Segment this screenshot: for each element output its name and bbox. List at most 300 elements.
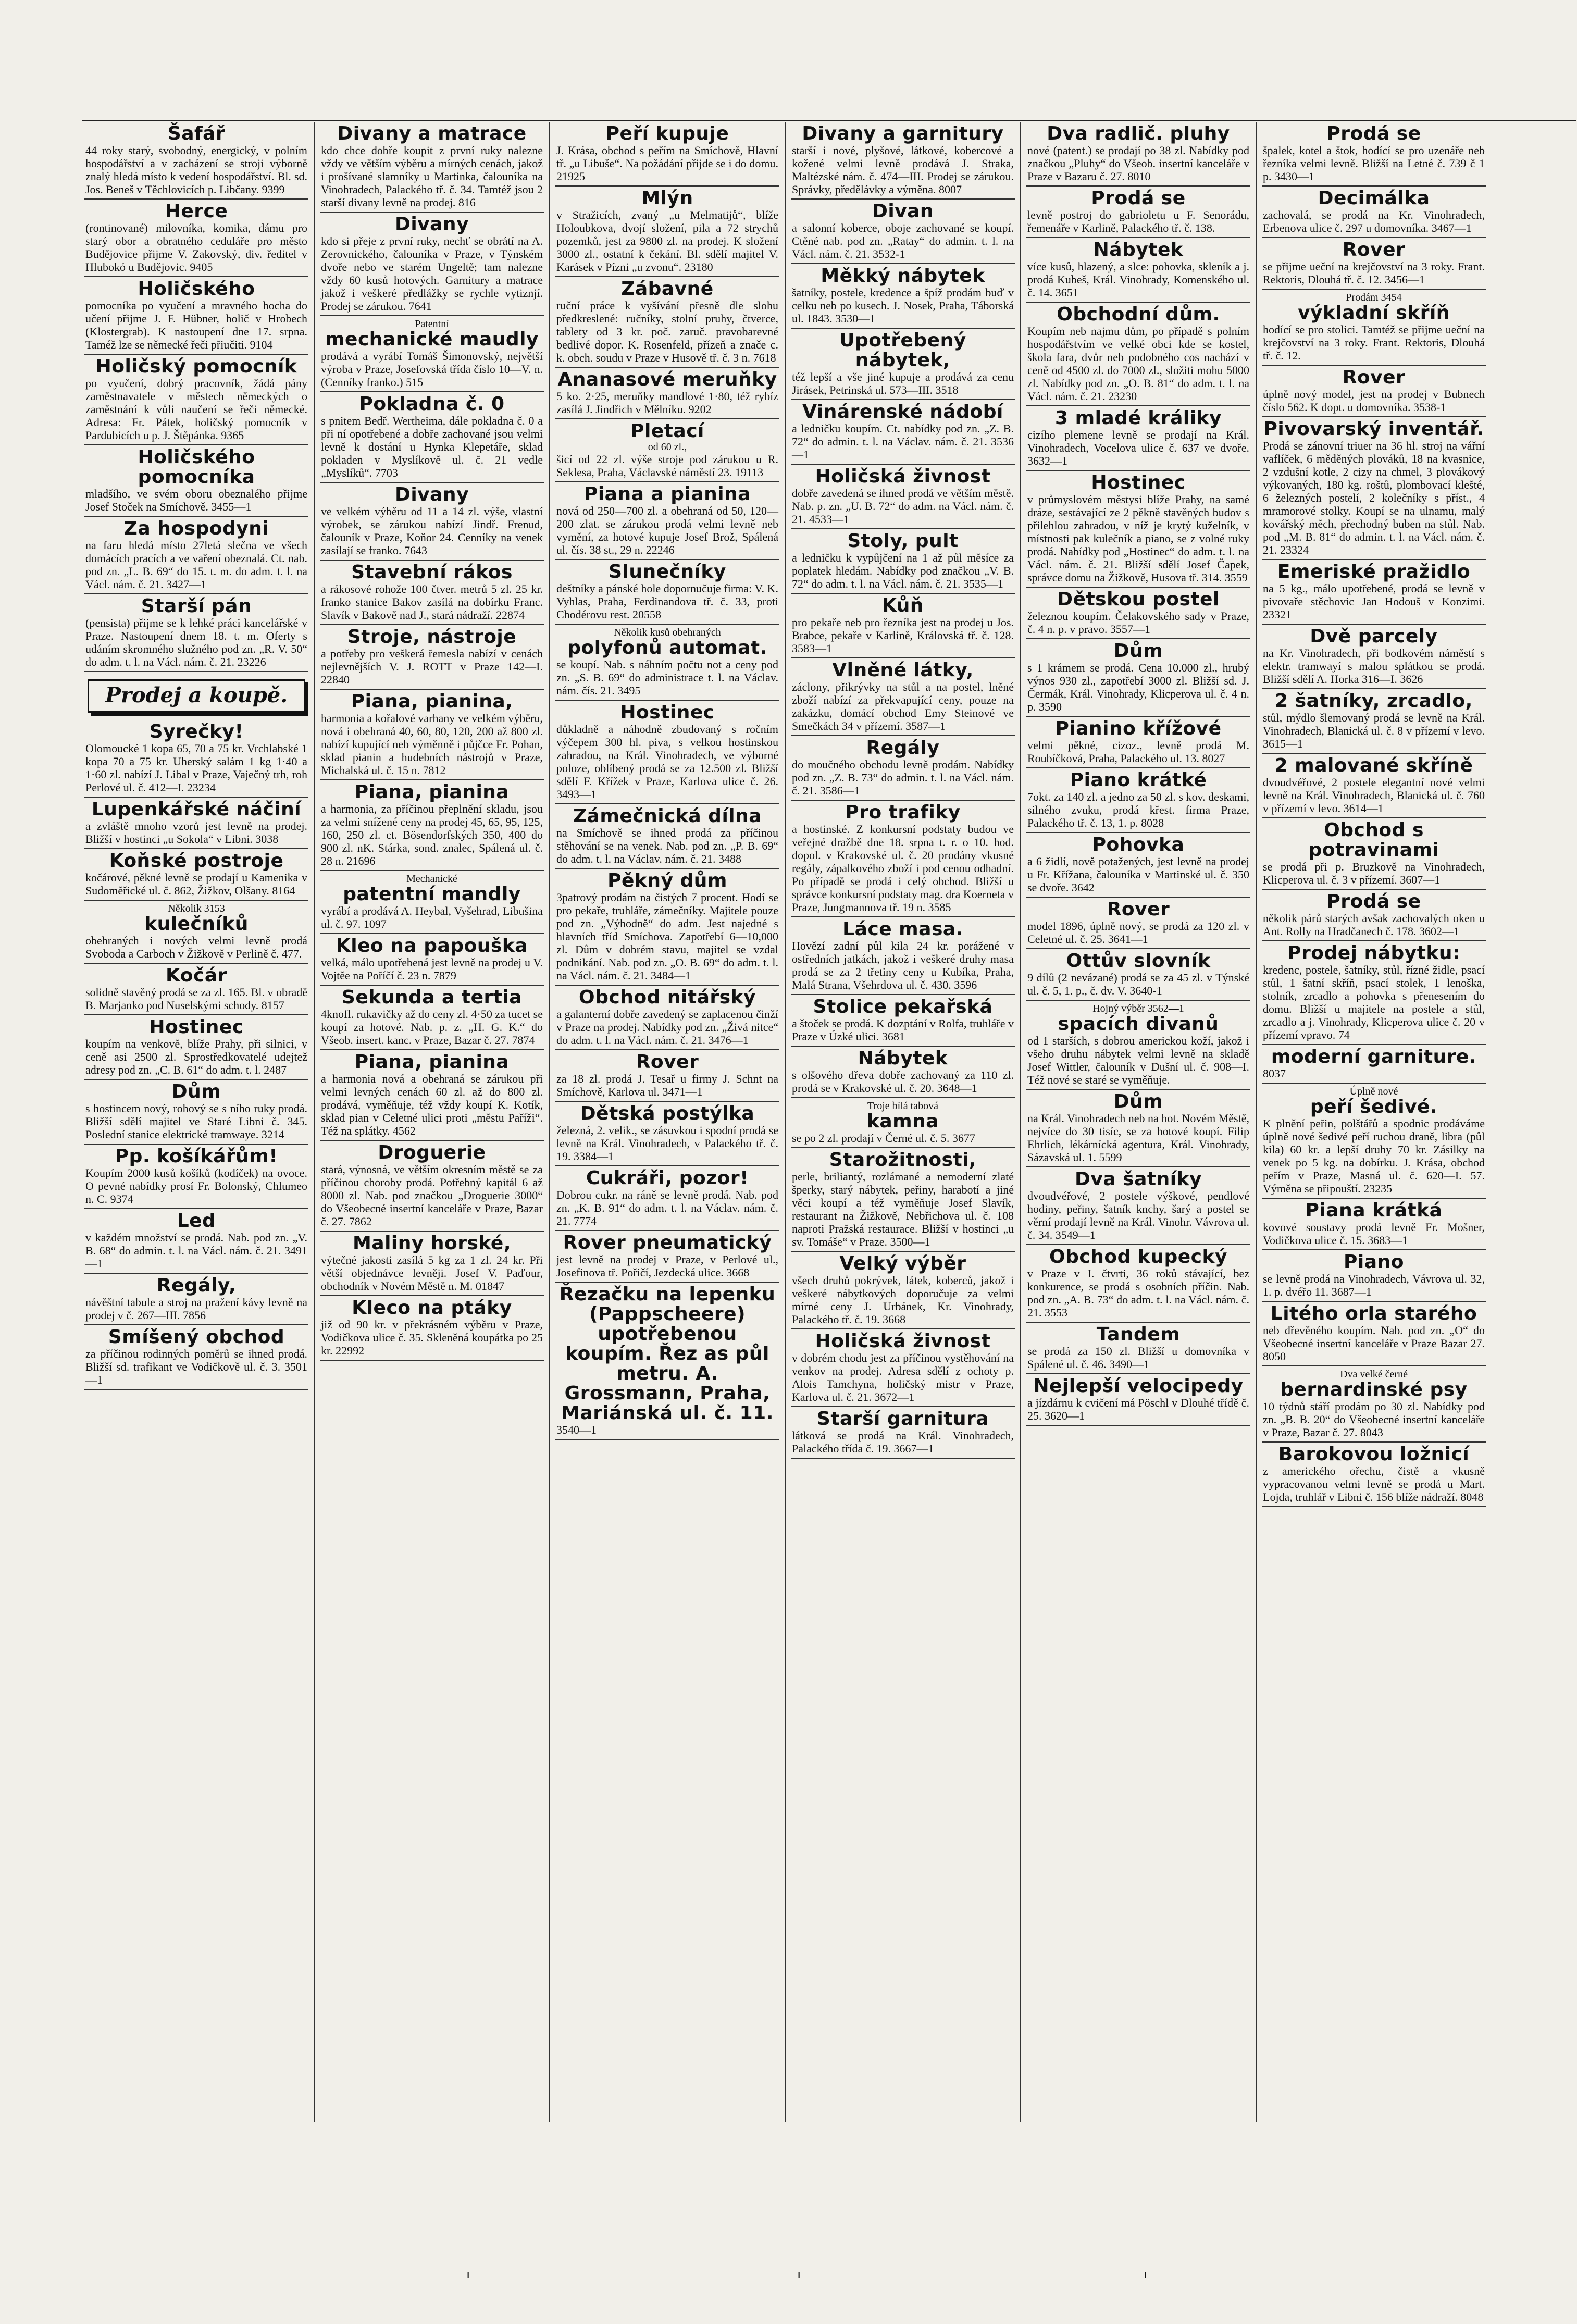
ad-body: a ledničku koupím. Ct. nabídky pod zn. „Z. B. 72“ do admin. t. l. na Václav. nám. č. 21. 3536—1: [792, 422, 1014, 461]
ad-heading: Piana, pianina: [354, 1051, 510, 1073]
classified-ad: [791, 264, 1015, 329]
classified-ad: [791, 400, 1015, 465]
ad-body: kovové soustavy prodá levně Fr. Mošner, Vodičkova ulice č. 15. 3683—1: [1263, 1221, 1485, 1247]
classified-ad: [1262, 625, 1486, 689]
ad-heading: Rover: [1342, 239, 1406, 260]
classified-ad: [320, 316, 544, 392]
classified-ad: [1262, 1084, 1486, 1199]
classified-ad: [791, 529, 1015, 594]
ad-body: Hovězí zadní půl kila 24 kr. porážené v ostředních jatkách, jakož i veškeré druhy masa prodá se za 2 třetiny ceny u Kubíka, Praha, Malá Strana, Všehrdova ul. č. 430. 3596: [792, 939, 1014, 991]
classified-ad: [555, 1050, 779, 1102]
ad-body: železná, 2. velik., se zásuvkou i spodní prodá se levně na Král. Vinohradech, v Palackého tř. č. 19. 3384—1: [556, 1124, 778, 1163]
ad-body: (pensista) přijme se k lehké práci kancelářské v Praze. Nastoupení dnem 18. t. m. Oferty s udáním skromného služného pod zn. „R. V. 50“ do adm. t. l. na Václ. nám. č. 21. 23226: [85, 616, 307, 668]
ad-preheading: Prodám 3454: [1346, 292, 1402, 303]
ad-heading: Peří kupuje: [605, 123, 729, 144]
classified-ad: [791, 1329, 1015, 1407]
ad-heading: Piana, pianina,: [351, 691, 513, 712]
classified-ad: [1262, 941, 1486, 1045]
classified-ad: [1262, 122, 1486, 187]
column-divider: [314, 122, 315, 2122]
ad-body: dvoudvéřové, 2 postele elegantní nové velmi levně na Král. Vinohradech, Blanická ul. č. 760 v přízemí v levo. 3614—1: [1263, 776, 1485, 815]
ad-heading: Prodá se: [1326, 123, 1421, 144]
ad-heading: Upotřebený nábytek,: [839, 330, 966, 371]
ad-body: důkladně a náhodně zbudovaný s ročním výčepem 300 hl. piva, s velkou hostinskou zahradou, na Král. Vinohradech, ve výborné poloze, oblíbený prodá se za 12.500 zl. Bližší sdělí F. Křížek v Praze, Karlova ulice č. 26. 3493—1: [556, 723, 778, 801]
ad-heading: Droguerie: [378, 1142, 486, 1163]
ad-body: zachovalá, se prodá na Kr. Vinohradech, Erbenova ulice č. 297 u domovníka. 3467—1: [1263, 208, 1485, 234]
classified-ad: [555, 1166, 779, 1231]
newspaper-page: [82, 120, 1576, 2204]
ad-body: na 5 kg., málo upotřebené, prodá se levně v pivovaře stěchovic Jan Hodouš v Konzimi. 23321: [1263, 582, 1485, 621]
ad-body: deštníky a pánské hole dopornučuje firma: V. K. Vyhlas, Praha, Ferdinandova tř. č. 33, proti Chodérovu rest. 20558: [556, 582, 778, 621]
ad-heading: Piano: [1344, 1251, 1404, 1273]
classified-ad: [1262, 1250, 1486, 1302]
ad-heading: Divany: [394, 484, 469, 505]
ad-body: se po 2 zl. prodají v Černé ul. č. 5. 3677: [792, 1132, 975, 1145]
column-4: [791, 122, 1015, 1459]
margin-mark: ı: [797, 2266, 801, 2281]
ad-body: se koupí. Nab. s náhním počtu not a ceny pod zn. „S. B. 69“ do administrace t. l. na Václav. nám. čís. 21. 3495: [556, 658, 778, 697]
classified-ad: [320, 213, 544, 316]
ad-body: pomocníka po vyučení a mravného hocha do učení přijme J. F. Hübner, holič v Hrobech (Klostergrab). K nastoupení dne 17. srpna. Taméž lze se německé řeči přiučiti. 9104: [85, 299, 307, 351]
classified-ad: [1262, 290, 1486, 366]
ad-body: na Král. Vinohradech neb na hot. Novém Městě, nejvíce do 30 tisíc, se za hotové koupí. Filip Ehrlich, lékárnícká agentura, Král. Vinohrady, Sázavská ul. 1. 5599: [1027, 1112, 1249, 1164]
ad-heading: Pro trafiky: [845, 802, 961, 823]
ad-heading: kulečníků: [144, 913, 249, 935]
ad-heading: Stroje, nástroje: [347, 626, 517, 648]
ad-heading: Kůň: [881, 595, 924, 616]
classified-ad: [320, 871, 544, 934]
ad-heading: Hostinec: [1091, 472, 1186, 493]
ad-heading: Dva šatníky: [1075, 1169, 1202, 1190]
ad-body: ruční práce k vyšívání přesně dle slohu předkreslené: ručníky, stolní pruhy, čtverce, tablety od 3 kr. poč. zaruč. pravobarevné bedlivé dopor. K. Rosenfeld, přízeň a znače c. k. obch. soudu v Praze v Husově tř. č. 3 n. 7618: [556, 299, 778, 364]
classified-ad: [1262, 1045, 1486, 1084]
classified-ad: [84, 277, 308, 355]
ad-heading: Cukráři, pozor!: [586, 1167, 749, 1189]
ad-body: návěštní tabule a stroj na pražení kávy levně na prodej v č. 267—III. 7856: [85, 1296, 307, 1322]
ad-body: a rákosové rohože 100 čtver. metrů 5 zl. 25 kr. franko stanice Bakov zasílá na dobírku Franc. Slavík v Bakově nad J., stará nádraží. 22874: [321, 582, 543, 622]
ad-body: nové (patent.) se prodají po 38 zl. Nabídky pod značkou „Pluhy“ do Všeob. insertní kanceláře v Praze v Bazaru č. 27. 8010: [1027, 144, 1249, 183]
classified-ad: [791, 1252, 1015, 1329]
classified-ad: [555, 986, 779, 1050]
ad-body: s hostincem nový, rohový se s ního ruky prodá. Bližší sdělí majitel ve Staré Libni č. 345. Poslední stanice elektrické tramwaye. 3214: [85, 1102, 307, 1141]
ad-body: ve velkém výběru od 11 a 14 zl. výše, vlastní výrobek, se zárukou nabízí Jindř. Frenud, čalouník v Praze, Koňor 24. Cenníky na venek zasílají se franko. 7643: [321, 505, 543, 557]
ad-heading: patentní mandly: [343, 884, 521, 905]
ad-body: s 1 krámem se prodá. Cena 10.000 zl., hrubý výnos 930 zl., zapotřebí 3000 zl. Bližší sd. J. Čermák, Král. Vinohrady, Klicperova ul. č. 4 n. p. 3590: [1027, 661, 1249, 713]
classified-ad: [320, 1141, 544, 1232]
ad-heading: Regály: [866, 737, 940, 759]
ad-heading: Měkký nábytek: [821, 265, 985, 287]
classified-ad: [555, 187, 779, 277]
ad-heading: Kleo na papouška: [336, 935, 528, 956]
ad-body: v průmyslovém městysi blíže Prahy, na samé dráze, sestávající ze 2 pěkně stavěných budov s přilehlou zahradou, v níž je krytý kuželník, v místnosti pak kulečník a piano, se z volné ruky prodá. Nabídky pod „Hostinec“ do adm. t. l. na Václ. nám. č. 21. Bližší sdělí Josef Čapek, správce domu na Žižkově, Husova tř. 314. 3559: [1027, 493, 1249, 584]
ad-body: Prodá se zánovní triuer na 36 hl. stroj na vářní vaflíček, 6 měděných plováků, 18 na kvasnice, 2 vzdušní kotle, 2 cizy na chmel, 3 plovákový výkovaných, 180 kg. roštů, plombovací klešté, 6 železných postelí, 2 kolečníky s příst., 4 mramorové stolky. Koupí se na ulnamu, malý kovářský měch, přechodný buben na stůl. Nab. pod „M. B. 81“ do admin. t. l. na Václ. nám. č. 21. 23324: [1263, 439, 1485, 556]
ad-heading: Velký výběr: [839, 1253, 966, 1274]
ad-heading: Decimálka: [1318, 188, 1430, 209]
classified-ad: [791, 1407, 1015, 1459]
classified-ad: [84, 720, 308, 798]
classified-ad: [791, 122, 1015, 200]
classified-ad: [555, 1283, 779, 1440]
ad-heading: Led: [177, 1210, 216, 1232]
ad-body: výtečné jakosti zasílá 5 kg za 1 zl. 24 kr. Při větší objednávce levněji. Josef V. Paďour, obchodník v Novém Městě n. M. 01847: [321, 1253, 543, 1293]
classified-ad: [1262, 689, 1486, 754]
ad-body: vyrábí a prodává A. Heybal, Vyšehrad, Libušina ul. č. 97. 1097: [321, 904, 543, 930]
classified-ad: [320, 1296, 544, 1361]
ad-body: prodává a vyrábí Tomáš Šimonovský, největší výroba v Praze, Josefovská třída číslo 10—V. n. (Cenníky franko.) 515: [321, 350, 543, 389]
classified-ad: [555, 482, 779, 560]
ad-heading: Ottův slovník: [1066, 950, 1211, 972]
classified-ad: [555, 1102, 779, 1166]
classified-ad: [555, 1231, 779, 1283]
classified-ad: [1262, 818, 1486, 890]
ad-body: neb dřevěného koupím. Nab. pod zn. „O“ do Všeobecné insertní kanceláře v Praze Bazar 27. 8050: [1263, 1324, 1485, 1363]
ad-heading: Tandem: [1096, 1324, 1181, 1345]
ad-preheading: Hojný výběr 3562—1: [1092, 1003, 1184, 1014]
column-divider: [785, 122, 786, 2122]
ad-body: již od 90 kr. v překrásném výběru v Praze, Vodičkova ulice č. 35. Skleněná koupátka po 25 kr. 22992: [321, 1318, 543, 1357]
ad-heading: Nejlepší velocipedy: [1033, 1375, 1244, 1397]
ad-heading: Koňské postroje: [109, 850, 284, 872]
ad-body: kdo chce dobře koupit z první ruky nalezne vždy ve větším výběru a mírných cenách, jakož i prošívané slamníky u Martinka, čalouníka na Vinohradech, Palackého tř. č. 34. Tamtéž jsou 2 starší divany levně na prodej. 816: [321, 144, 543, 209]
ad-body: též lepší a vše jiné kupuje a prodává za cenu Jirásek, Petrinská ul. 573—III. 3518: [792, 370, 1014, 396]
classified-ad: [555, 122, 779, 187]
ad-heading: Rover: [1342, 367, 1406, 388]
classified-ad: [555, 419, 779, 482]
margin-mark: ı: [1144, 2266, 1148, 2281]
ad-body: se přijme ueční na krejčovství na 3 roky. Frant. Rektoris, Dlouhá tř. č. 12. 3456—1: [1263, 260, 1485, 286]
classified-ad: [1262, 754, 1486, 818]
ad-heading: Ananasové meruňky: [557, 369, 777, 390]
classified-ad: [1262, 1366, 1486, 1443]
classified-ad: [791, 1098, 1015, 1148]
ad-body: 4knofl. rukavičky až do ceny zl. 4·50 za tucet se koupí za hotové. Nab. p. z. „H. G. K.“ do Všeob. insert. kanc. v Praze, Bazar č. 27. 7874: [321, 1008, 543, 1047]
ad-body: solidně stavěný prodá se za zl. 165. Bl. v obradě B. Marjanko pod Nuselskými schody. 8157: [85, 986, 307, 1012]
ad-heading: mechanické maudly: [325, 329, 539, 350]
ad-body: s pnitem Bedř. Wertheima, dále pokladna č. 0 a při ní opotřebené a dobře zachované jsou velmi levně k dostání u Hynka Klepetáře, sklad pokladen v Myslíkově ul. č. 21 vedle „Myslíků“. 7703: [321, 414, 543, 479]
ad-heading: kamna: [866, 1111, 939, 1132]
ad-heading: Litého orla starého: [1270, 1303, 1477, 1324]
classified-ad: [555, 869, 779, 986]
ad-body: a 6 židlí, nově potažených, jest levně na prodej u Fr. Křížana, čalouníka v Martinské ul. č. 350 se dvoře. 3642: [1027, 855, 1249, 894]
ad-heading: bernardinské psy: [1280, 1379, 1468, 1400]
ad-heading: Piana, pianina: [354, 781, 510, 803]
classified-ad: [84, 901, 308, 964]
ad-heading: Starší pán: [141, 595, 252, 617]
ad-heading: Smíšený obchod: [108, 1326, 285, 1348]
classified-ad: [84, 355, 308, 445]
ad-body: v Praze v I. čtvrti, 36 roků stávající, bez konkurence, se prodá s osobních příčin. Nab. pod zn. „A. B. 73“ do adm. t. l. na Václ. nám. č. 21. 3553: [1027, 1267, 1249, 1319]
ad-preheading: Několik 3153: [168, 903, 225, 914]
ad-heading: Pěkný dům: [607, 870, 727, 891]
ad-heading: Dům: [1113, 1091, 1163, 1112]
ad-body: šicí od 22 zl. výše stroje pod zárukou u R. Seklesa, Praha, Václavské náměstí 23. 19113: [556, 453, 778, 479]
ad-heading: Barokovou ložnicí: [1278, 1444, 1470, 1465]
classified-ad: [84, 1145, 308, 1209]
classified-ad: [320, 690, 544, 780]
ad-body: železnou koupím. Čelakovského sady v Praze, č. 4 n. p. v pravo. 3557—1: [1027, 610, 1249, 636]
classified-ad: [555, 701, 779, 804]
classified-ad: [1262, 560, 1486, 625]
ad-body: a harmonia nová a obehraná se zárukou při velmi levných cenách 60 zl. až do 800 zl. prodává, vyměňuje, též vždy koupí K. Kotík, sklad pian v Celetné ulici proti „městu Paříži“. Též na splátky. 4562: [321, 1072, 543, 1137]
column-3: [555, 122, 779, 1440]
ad-heading: Zámečnická dílna: [573, 805, 762, 827]
classified-ad: [84, 594, 308, 672]
classified-ad: [84, 122, 308, 200]
classified-ad: [320, 986, 544, 1050]
classified-ad: [84, 1209, 308, 1274]
classified-ad: [1026, 949, 1250, 1001]
classified-ad: [320, 934, 544, 986]
ad-body: Dobrou cukr. na ráně se levně prodá. Nab. pod zn. „K. B. 91“ do adm. t. l. na Václav. nám. č. 21. 7774: [556, 1188, 778, 1227]
ad-heading: Zábavné: [621, 278, 714, 300]
ad-body: J. Krása, obchod s peřím na Smíchově, Hlavní tř. „u Libuše“. Na požádání přijde se i do domu. 21925: [556, 144, 778, 183]
classified-ad: [791, 995, 1015, 1047]
ad-body: koupím na venkově, blíže Prahy, při silnici, v ceně asi 2500 zl. Sprostředkovatelé udejtež adresy pod zn. „C. B. 61“ do adm. t. l. 2487: [85, 1037, 307, 1076]
classified-ad: [84, 445, 308, 517]
ad-body: 3patrový prodám na čistých 7 procent. Hodí se pro pekaře, truhláře, zámečníky. Majitele pouze pod zn. „Výhodně“ do adm. Jest najedné s hlavních tříd Smíchova. Zapotřebí 6—10,000 zl. Dům v dobrém stavu, majitel se vzdal podnikání. Nab. pod zn. „O. B. 69“ do adm. t. l. na Václ. nám. č. 21. 3484—1: [556, 891, 778, 982]
ad-body: 10 týdnů stáří prodám po 30 zl. Nabídky pod zn. „B. B. 20“ do Všeobecné insertní kanceláře v Praze, Bazar č. 27. 8043: [1263, 1400, 1485, 1439]
ad-heading: 3 mladé králiky: [1054, 407, 1222, 429]
top-rule: [82, 120, 1576, 121]
ad-heading: Hostinec: [149, 1016, 244, 1038]
column-6: [1262, 122, 1486, 1507]
ad-body: se levně prodá na Vinohradech, Vávrova ul. 32, 1. p. dvéřo 11. 3687—1: [1263, 1272, 1485, 1298]
classified-ad: [1026, 1167, 1250, 1245]
classified-ad: [84, 200, 308, 277]
ad-heading: Piana a pianina: [583, 483, 751, 505]
classified-ad: [1026, 898, 1250, 949]
classified-ad: [1262, 417, 1486, 560]
ad-body: záclony, přikrývky na stůl a na postel, lněné zboží nabízí za překvapující ceny, pouze na zakázku, domácí obchod Emy Steinové ve Smečkách 34 v přízemí. 3587—1: [792, 680, 1014, 732]
ad-subheading: od 60 zl.,: [648, 441, 687, 453]
ad-body: stůl, mýdlo šlemovaný prodá se levně na Král. Vinohradech, Blanická ul. č. 8 v přízemí v levo. 3615—1: [1263, 711, 1485, 750]
ad-body: na Kr. Vinohradech, při bodkovém náměstí s elektr. tramwayí s malou splátkou se prodá. Bližší sdělí A. Horka 316—I. 3626: [1263, 647, 1485, 686]
ad-body: kredenc, postele, šatníky, stůl, řízné židle, psací stůl, 1 šatní skříň, psací stolek, 1 lenoška, stolník, zrcadlo a pohovka s přenesením do domu. Bližší u majitele na postele a stůl, zrcadlo a j. Vinohrady, Klicperova ulice č. 20 v přízemí vpravo. 74: [1263, 963, 1485, 1041]
ad-preheading: Patentní: [415, 318, 449, 330]
classified-ad: [791, 329, 1015, 400]
ad-heading: Dvě parcely: [1310, 626, 1438, 647]
classified-ad: [791, 465, 1015, 529]
ad-heading: Starožitnosti,: [829, 1149, 977, 1171]
ad-body: mladšího, ve svém oboru obeznalého přijme Josef Stoček na Smíchově. 3455—1: [85, 487, 307, 513]
ad-body: s olšového dřeva dobře zachovaný za 110 zl. prodá se v Krakovské ul. č. 20. 3648—1: [792, 1068, 1014, 1095]
ad-body: v každém množství se prodá. Nab. pod zn. „V. B. 68“ do admin. t. l. na Václ. nám. č. 21. 3491—1: [85, 1231, 307, 1270]
ad-heading: polyfonů automat.: [567, 637, 767, 658]
classified-ad: [1262, 366, 1486, 417]
section-banner: Prodej a koupě.: [88, 679, 305, 713]
ad-heading: peří šedivé.: [1310, 1096, 1438, 1117]
ad-heading: Stolice pekařská: [813, 996, 993, 1017]
column-divider: [549, 122, 550, 2122]
ad-body: a zvláště mnoho vzorů jest levně na prodej. Bližší v hostinci „u Sokola“ v Libni. 3038: [85, 819, 307, 846]
ad-heading: Prodá se: [1326, 891, 1421, 912]
ad-body: velká, málo upotřebená jest levně na prodej u V. Vojtěe na Poříčí č. 23 n. 7879: [321, 956, 543, 982]
classified-ad: [1026, 639, 1250, 717]
classified-ad: [320, 1050, 544, 1141]
ad-heading: Piano krátké: [1070, 769, 1207, 791]
ad-body: dobře zavedená se ihned prodá ve větším městě. Nab. p. zn. „U. B. 72“ do adm. na Václ. nám. č. 21. 4533—1: [792, 487, 1014, 526]
ad-heading: Herce: [165, 201, 228, 222]
ad-heading: Holičský pomocník: [95, 356, 297, 377]
ad-heading: Kleco na ptáky: [352, 1297, 512, 1319]
ad-heading: Nábytek: [1093, 239, 1184, 260]
ad-body: a hostinské. Z konkursní podstaty budou ve veřejné dražbě dne 18. srpna t. r. o 10. hod. dopol. v Krakovské ul. č. 20 prodány vkusné regály, zápalkového zboží i pod cenou odhadní. Po případě se prodá i celý obchod. Bližší u správce konkursní podstaty mag. dra Koerneta v Praze, Jungmannova tř. 19 n. 3585: [792, 823, 1014, 914]
ad-body: po vyučení, dobrý pracovník, žádá pány zaměstnavatele v městech německých o zaměstnání k vůli naučení se řeči německé. Adresa: Fr. Pátek, holičský pomocník v Pardubicích u p. J. Štěpánka. 9365: [85, 377, 307, 442]
classified-ad: [1026, 187, 1250, 238]
bottom-margin-marks: [0, 2266, 1577, 2287]
classified-ad: [791, 200, 1015, 264]
classified-ad: [791, 736, 1015, 801]
ad-heading: Maliny horské,: [352, 1233, 512, 1254]
ad-heading: Syrečky!: [149, 721, 244, 742]
classified-ad: [1262, 1302, 1486, 1366]
ad-heading: Pohovka: [1092, 834, 1185, 855]
classified-ad: [320, 483, 544, 561]
ad-heading: Starší garnitura: [816, 1408, 989, 1430]
ad-heading: Obchodní dům.: [1057, 304, 1220, 325]
classified-ad: [1026, 122, 1250, 187]
classified-ad: [555, 625, 779, 701]
ad-heading: Obchod s potravinami: [1308, 819, 1439, 861]
ad-body: model 1896, úplně nový, se prodá za 120 zl. v Celetné ul. č. 25. 3641—1: [1027, 919, 1249, 946]
ad-heading: Dva radlič. pluhy: [1047, 123, 1230, 144]
ad-heading: Holičská živnost: [815, 1331, 991, 1352]
ad-heading: Obchod kupecký: [1049, 1246, 1227, 1267]
classified-ad: [791, 801, 1015, 917]
ad-body: na faru hledá místo 27letá slečna ve všech domácích pracích a ve vaření obeznalá. Ct. nab. pod zn. „L. B. 69“ do 15. t. m. do adm. t. l. na Václ. nám. č. 21. 3427—1: [85, 539, 307, 591]
classified-ad: [1262, 238, 1486, 290]
ad-body: látková se prodá na Král. Vinohradech, Palackého třída č. 19. 3667—1: [792, 1429, 1014, 1455]
ad-body: 7okt. za 140 zl. a jedno za 50 zl. s kov. deskami, silného zvuku, prodá křest. firma Praze, Palackého tř. č. 13, 1. p. 8028: [1027, 790, 1249, 829]
ad-heading: Obchod nitářský: [579, 987, 756, 1008]
ad-body: do moučného obchodu levně prodám. Nabídky pod zn. „Z. B. 73“ do admin. t. l. na Václ. nám. č. 21. 3586—1: [792, 758, 1014, 797]
ad-body: obehraných i nových velmi levně prodá Svoboda a Carboch v Žižkově v Perlině č. 477.: [85, 934, 307, 960]
ad-body: 9 dílů (2 nevázané) prodá se za 45 zl. v Týnské ul. č. 5, 1. p., č. dv. V. 3640-1: [1027, 971, 1249, 997]
ad-body: harmonia a kořalové varhany ve velkém výběru, nová i obehraná 40, 60, 80, 120, 200 až 800 zl. nabízí kupující neb výměnně i půjčce Fr. Pohan, sklad pianin a hudebních nástrojů v Praze, Michalská ul. č. 15 n. 7812: [321, 712, 543, 777]
ad-heading: Pianino křížové: [1055, 718, 1222, 739]
ad-body: cizího plemene levně se prodají na Král. Vinohradech, Vocelova ulice č. 637 ve dvoře. 3632—1: [1027, 428, 1249, 467]
classified-ad: [84, 798, 308, 849]
ad-body: se prodá při p. Bruzkově na Vinohradech, Klicperova ul. č. 3 v přízemí. 3607—1: [1263, 860, 1485, 886]
ad-heading: výkladní skříň: [1298, 302, 1450, 324]
ad-heading: Holičského: [138, 278, 255, 300]
ad-body: levně postroj do gabrioletu u F. Senorádu, řemenáře v Karlině, Palackého tř. č. 138.: [1027, 208, 1249, 234]
ad-body: a harmonia, za příčinou přeplnění skladu, jsou za velmi snížené ceny na prodej 45, 65, 95, 125, 160, 250 zl. ct. Bösendorfských 350, 400 do 900 zl. nK. Stárka, sond. znalec, Spálená ul. č. 28 n. 21696: [321, 802, 543, 867]
ad-heading: Pivovarský inventář.: [1263, 418, 1484, 440]
classified-ad: [320, 122, 544, 213]
ad-body: 8037: [1263, 1067, 1286, 1080]
ad-body: pro pekaře neb pro řezníka jest na prodej u Jos. Brabce, pekaře v Karlině, Královská tř. č. 128. 3583—1: [792, 616, 1014, 655]
ad-body: a potřeby pro veškerá řemesla nabízí v cenách nejlevnějších V. J. ROTT v Praze 142—I. 22840: [321, 647, 543, 686]
classified-ad: [1026, 833, 1250, 898]
ad-heading: Divany a garnitury: [802, 123, 1004, 144]
ad-heading: Piana krátká: [1305, 1200, 1443, 1221]
ad-body: hodící se pro stolici. Tamtéž se přijme ueční na krejčovství na 3 roky. Frant. Rektoris, Dlouhá tř. č. 12.: [1263, 323, 1485, 362]
column-5: [1026, 122, 1250, 1426]
ad-body: a salonní koberce, oboje zachované se koupí. Ctěné nab. pod zn. „Ratay“ do admin. t. l. na Václ. nám. č. 21. 3532-1: [792, 221, 1014, 260]
classified-ad: [791, 594, 1015, 658]
ad-heading: Dům: [171, 1081, 221, 1102]
ad-heading: Divany: [394, 214, 469, 235]
ad-body: starší i nové, plyšové, látkové, kobercové a kožené velmi levně prodává J. Straka, Maltézské nám. č. 474—III. Prodej se zárukou. Správky, předělávky a výměna. 8007: [792, 144, 1014, 196]
ad-body: šatníky, postele, kredence a špíž prodám buď v celku neb po kusech. J. Nosek, Praha, Táborská ul. 1843. 3530—1: [792, 286, 1014, 325]
ad-body: (rontinované) milovníka, komika, dámu pro starý obor a obratného ceduláře pro město Budějovice přijme V. Zakovský, div. ředitel v Hlubokó u Budějovic. 9405: [85, 221, 307, 274]
ad-heading: spacích divanů: [1058, 1013, 1219, 1035]
ad-heading: Divany a matrace: [337, 123, 527, 144]
column-1: [84, 122, 308, 1390]
margin-mark: ı: [466, 2266, 470, 2281]
ad-heading: Slunečníky: [609, 561, 726, 582]
classified-ad: [320, 625, 544, 690]
classified-ad: [1262, 1199, 1486, 1250]
ad-heading: Hostinec: [620, 702, 715, 723]
classified-ad: [1026, 1090, 1250, 1167]
classified-ad: [84, 849, 308, 901]
ad-body: perle, briliantý, rozlámané a nemoderní zlaté šperky, starý nábytek, peřiny, harabotí a jiné věci koupí a též vyměňuje Josef Slavík, restaurant na Žižkově, Nebřichova ul. č. 108 naproti Pražská restaurace. Bližší v hostinci „u sv. Tomáše“ v Praze. 3500—1: [792, 1170, 1014, 1248]
ad-preheading: Mechanické: [406, 873, 457, 885]
ad-heading: Prodej nábytku:: [1287, 942, 1460, 964]
classified-ad: [1262, 187, 1486, 238]
ad-body: za 18 zl. prodá J. Tesař u firmy J. Schnt na Smíchově, Karlova ul. 3471—1: [556, 1072, 778, 1098]
ad-body: 5 ko. 2·25, meruňky mandlové 1·80, též rybíz zasílá J. Jindřich v Mělníku. 9202: [556, 390, 778, 416]
ad-heading: Lupenkářské náčiní: [91, 799, 302, 820]
ad-body: několik párů starých avšak zachovalých oken u Ant. Rolly na Hradčanech č. 178. 3602—1: [1263, 912, 1485, 938]
classified-ad: [791, 1148, 1015, 1252]
ad-body: se prodá za 150 zl. Bližší u domovníka v Spálené ul. č. 46. 3490—1: [1027, 1345, 1249, 1371]
ad-heading: Pokladna č. 0: [359, 393, 505, 415]
ad-body: Koupím neb najmu dům, po případě s polním hospodářstvím ve velké obci kde se kostel, škola fara, dvůr neb podobného cos nachází v ceně od 4500 zl. do 7000 zl., složiti mohu 5000 zl. Nabídky pod zn. „O. B. 81“ do adm. t. l. na Václ. nám. č. 21. 23230: [1027, 325, 1249, 403]
ad-heading: Stoly, pult: [847, 530, 959, 552]
ad-heading: Rover pneumatický: [563, 1232, 772, 1253]
ad-heading: Stavební rákos: [351, 562, 513, 583]
classified-ad: [1262, 890, 1486, 941]
ad-heading: Dětskou postel: [1057, 589, 1220, 610]
ad-body: špalek, kotel a štok, hodící se pro uzenáře neb řezníka velmi levně. Bližší na Letné č. 739 č 1 p. 3430—1: [1263, 144, 1485, 183]
ad-heading: Pp. košíkářům!: [115, 1146, 278, 1167]
ad-heading: Holičského pomocníka: [138, 446, 255, 488]
ad-preheading: Troje bílá tabová: [867, 1100, 938, 1112]
ad-preheading: Několik kusů obehraných: [614, 627, 721, 638]
classified-ad: [1026, 717, 1250, 768]
ad-body: nová od 250—700 zl. a obehraná od 50, 120—200 zlat. se zárukou prodá velmi levně neb vymění, za hotové kupuje Josef Brož, Spálená ul. čís. 38 st., 29 n. 22246: [556, 504, 778, 556]
ad-heading: Divan: [872, 201, 934, 222]
ad-body: velmi pěkné, cizoz., levně prodá M. Roubíčková, Praha, Palackého ul. 13. 8027: [1027, 739, 1249, 765]
column-divider: [1256, 122, 1257, 2122]
ad-preheading: Úplně nové: [1349, 1086, 1398, 1097]
ad-heading: Dům: [1113, 640, 1163, 662]
ad-heading: Vinárenské nádobí: [802, 401, 1003, 422]
classified-ad: [1026, 1001, 1250, 1090]
ad-heading: Holičská živnost: [815, 466, 991, 487]
ad-heading: Regály,: [156, 1275, 237, 1296]
ad-body: jest levně na prodej v Praze, v Perlové ul., Josefinova tř. Pořičí, Jezdecká ulice. 3668: [556, 1253, 778, 1279]
column-2: [320, 122, 544, 1361]
ad-heading: Pletací: [630, 420, 704, 442]
ad-body: Olomoucké 1 kopa 65, 70 a 75 kr. Vrchlabské 1 kopa 70 a 75 kr. Uherský salám 1 kg 1·40 a 1·60 zl. nabízí J. Libal v Praze, Vaječný trh, roh Perlové ul. č. 412—I. 23234: [85, 742, 307, 794]
ad-heading: 2 šatníky, zrcadlo,: [1275, 690, 1473, 712]
ad-heading: moderní garniture.: [1271, 1046, 1477, 1067]
classified-ad: [555, 560, 779, 625]
classified-ad: [320, 780, 544, 871]
classified-ad: [84, 1080, 308, 1145]
ad-body: úplně nový model, jest na prodej v Bubnech číslo 562. K dopt. u domovníka. 3538-1: [1263, 388, 1485, 414]
classified-ad: [791, 658, 1015, 736]
ad-body: za příčinou rodinných poměrů se ihned prodá. Bližší sd. trafikant ve Vodičkově ul. č. 3. 3501—1: [85, 1347, 307, 1386]
ad-heading: Láce masa.: [842, 918, 963, 940]
ad-body: kočárové, pěkné levně se prodají u Kamenika v Sudoměřické ul. č. 862, Žižkov, Olšany. 8164: [85, 871, 307, 897]
classified-ad: [320, 561, 544, 625]
ad-body: dvoudvéřové, 2 postele výškové, pendlové hodiny, peřiny, šatník knchy, šarý a postel se věrní prodají levně na Král. Vinohr. Vávrova ul. č. 34. 3549—1: [1027, 1189, 1249, 1241]
